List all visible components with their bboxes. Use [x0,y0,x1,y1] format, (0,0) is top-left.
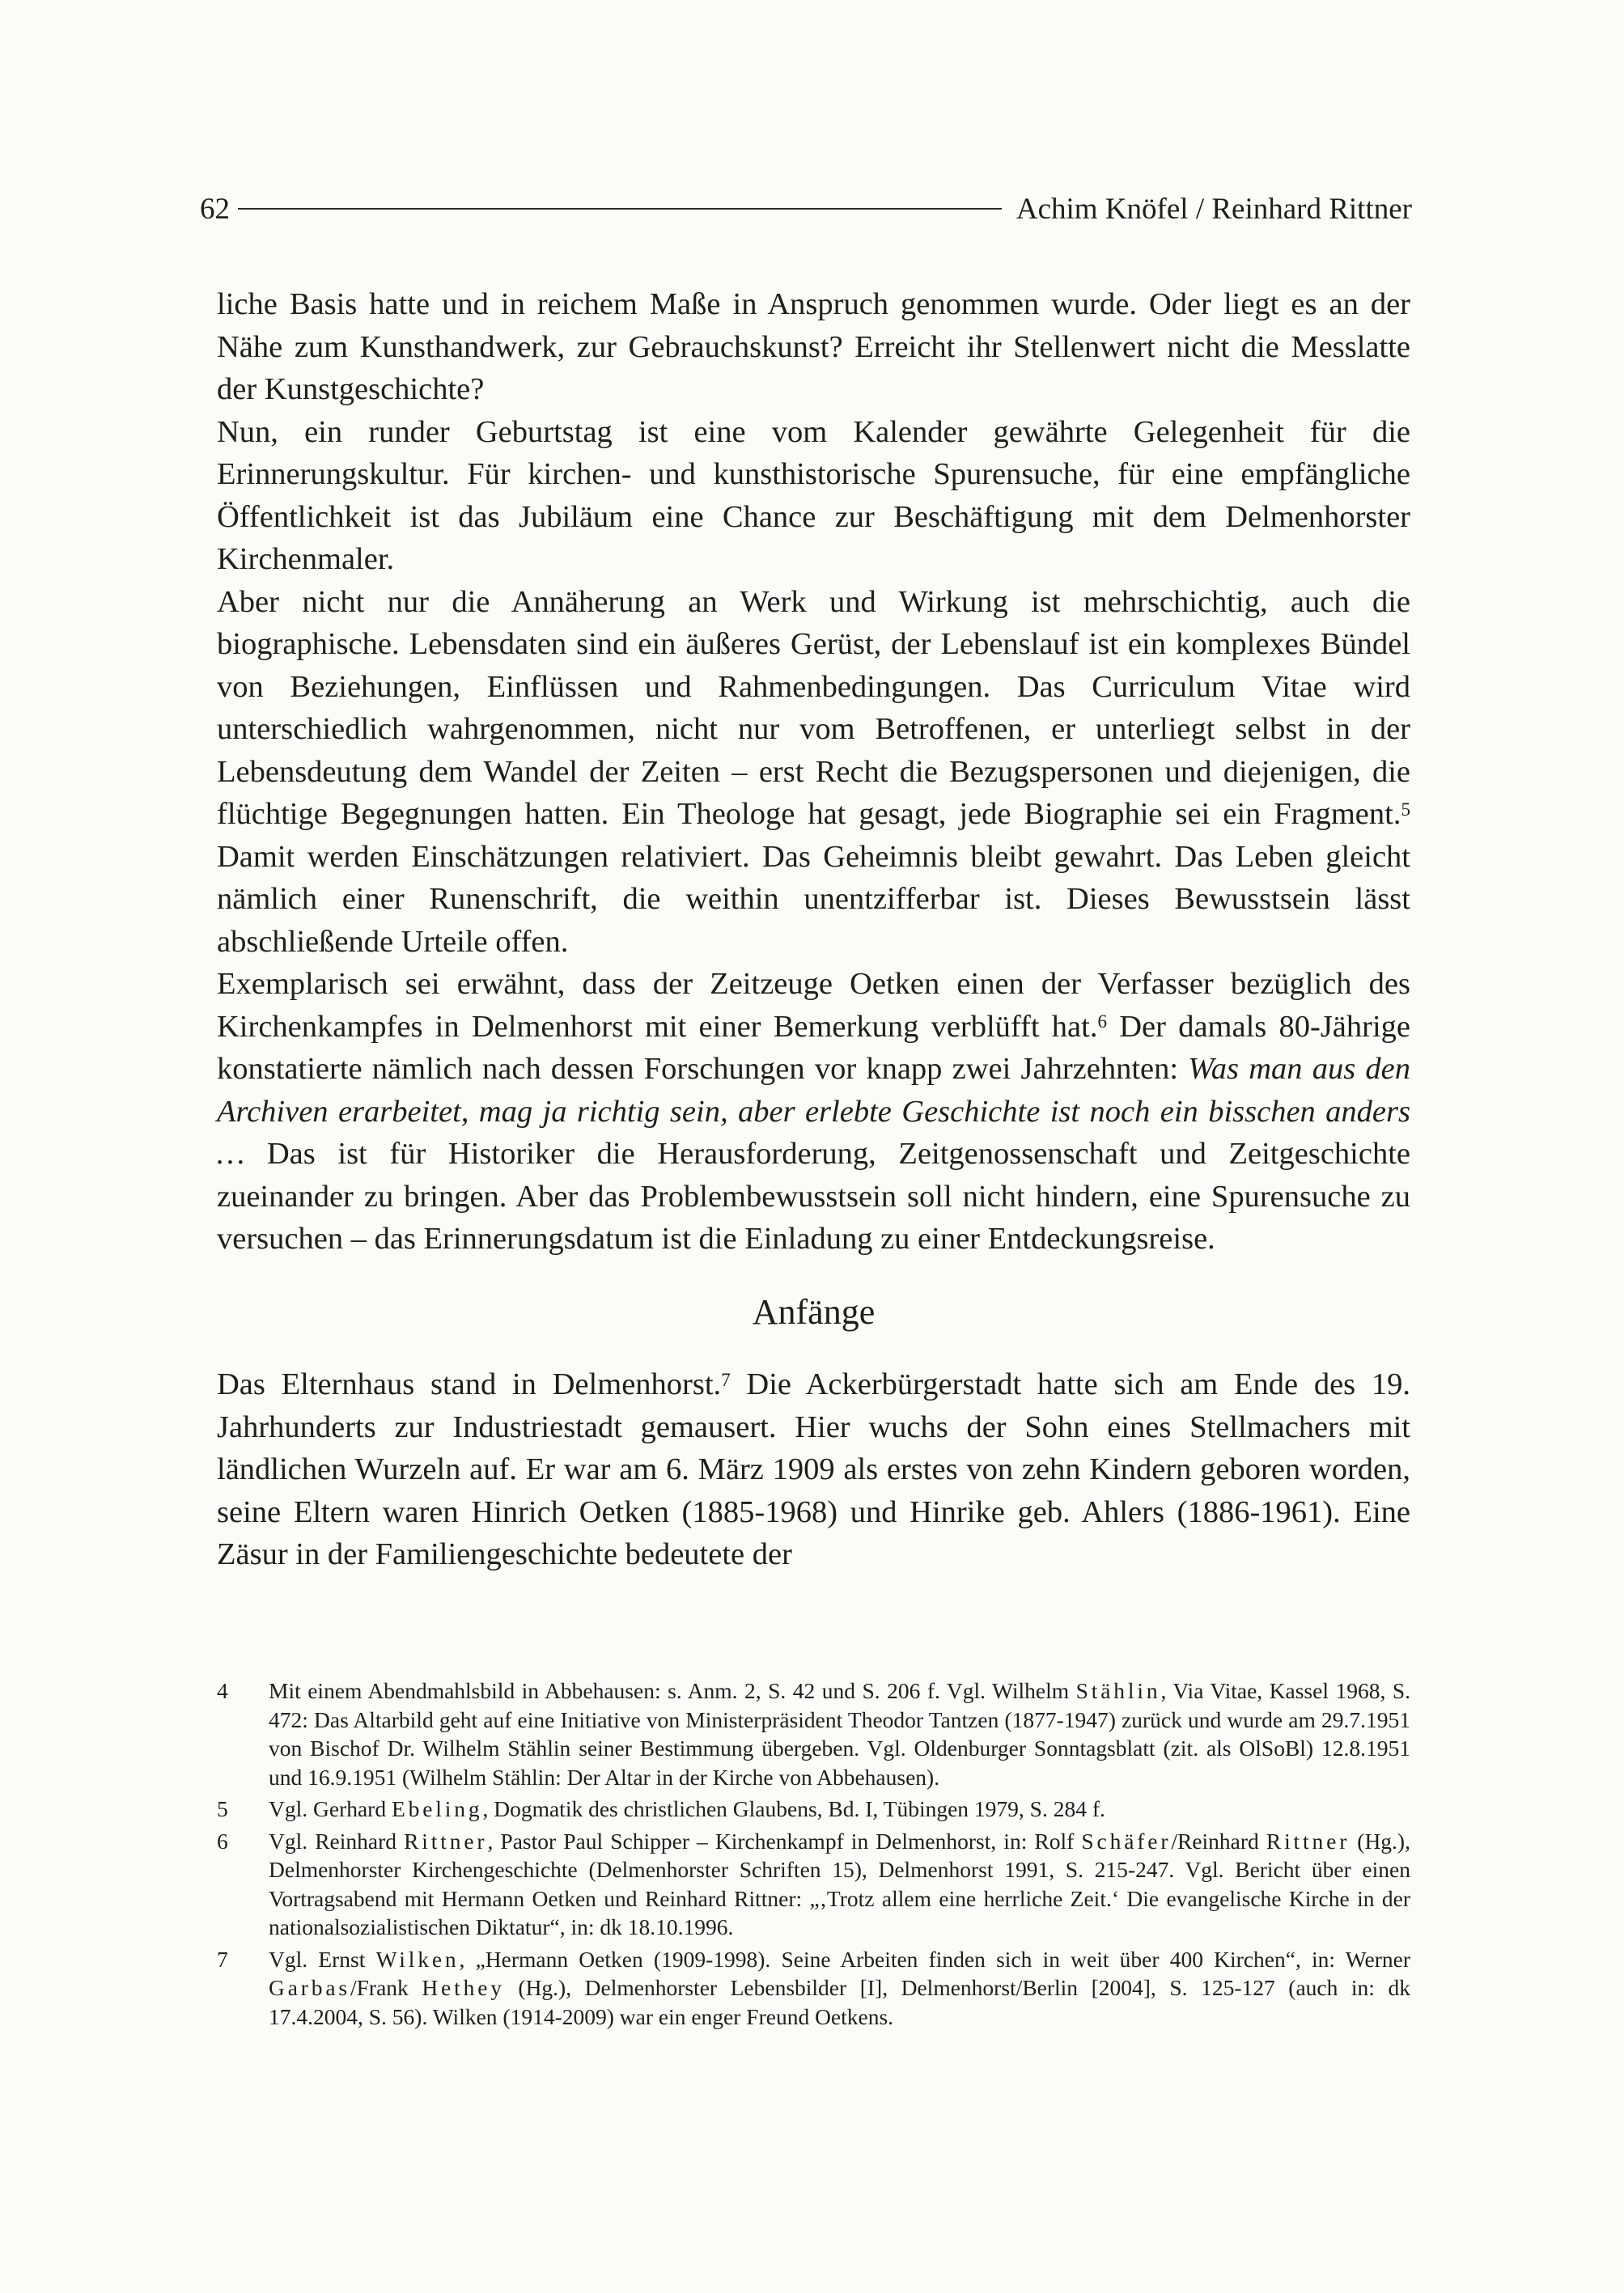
footnote-6 [217,1827,1410,1942]
footnote-5 [217,1795,1410,1824]
footnote-4 [217,1676,1410,1791]
page-number: 62 [200,192,230,226]
header-authors: Achim Knöfel / Reinhard Rittner [1016,192,1412,226]
section-heading: Anfänge [752,1292,876,1332]
footnote-number: 6 [217,1828,228,1854]
main-text [217,283,1410,1261]
footnote-text: Vgl. Reinhard Rittner, Pastor Paul Schipper – Kirchenkampf in Delmenhorst, in: Rolf Schäfer/Reinhard Rittner (Hg.), Delmenhorster Kirchengeschichte (Delmenhorster Schriften 15), Delmenhorst 1991, S. 215-247. Vgl. Bericht über einen Vortragsabend mit Hermann Oetken und Reinhard Rittner: „‚Trotz allem eine herrliche Zeit.‘ Die evangelische Kirche in der nationalsozialistischen Diktatur“, in: dk 18.10.1996. [269,1828,1410,1939]
header-rule [238,208,1002,210]
footnote-text: Mit einem Abendmahlsbild in Abbehausen: s. Anm. 2, S. 42 und S. 206 f. Vgl. Wilhelm Stählin, Via Vitae, Kassel 1968, S. 472: Das Altarbild geht auf eine Initiative von Ministerpräsident Theodor Tantzen (1877-1947) zurück und wurde am 29.7.1951 von Bischof Dr. Wilhelm Stählin seiner Bestimmung übergeben. Vgl. Oldenburger Sonntagsblatt (zit. als OlSoBl) 12.8.1951 und 16.9.1951 (Wilhelm Stählin: Der Altar in der Kirche von Abbehausen). [269,1678,1410,1790]
paragraph: Exemplarisch sei erwähnt, dass der Zeitzeuge Oetken einen der Verfasser bezüglich des Kirchenkampfes in Delmenhorst mit einer Bemerkung verblüfft hat.$^6$ Der damals 80-Jährige konstatierte nämlich nach dessen Forschungen vor knapp zwei Jahrzehnten: Was man aus den Archiven erarbeitet, mag ja richtig sein, aber erlebte Geschichte ist noch ein bisschen anders … Das ist für Historiker die Herausforderung, Zeitgenossenschaft und Zeitgeschichte zueinander zu bringen. Aber das Problembewusstsein soll nicht hindern, eine Spurensuche zu versuchen – das Erinnerungsdatum ist die Einladung zu einer Entdeckungsreise. [217,967,1410,1256]
main-text-section [217,1363,1410,1576]
footnote-ref[interactable]: 6 [1097,1011,1108,1032]
footnote-text: Vgl. Ernst Wilken, „Hermann Oetken (1909-1998). Seine Arbeiten finden sich in weit über 400 Kirchen“, in: Werner Garbas/Frank Hethey (Hg.), Delmenhorster Lebensbilder [I], Delmenhorst/Berlin [2004], S. 125-127 (auch in: dk 17.4.2004, S. 56). Wilken (1914-2009) war ein enger Freund Oetkens. [269,1946,1410,2029]
paragraph: liche Basis hatte und in reichem Maße in Anspruch genommen wurde. Oder liegt es an der Nähe zum Kunsthandwerk, zur Gebrauchskunst? Erreicht ihr Stellenwert nicht die Messlatte der Kunstgeschichte? [217,287,1410,406]
footnote-text: Vgl. Gerhard Ebeling, Dogmatik des christlichen Glaubens, Bd. I, Tübingen 1979, S. 284 f. [269,1796,1105,1821]
footnote-number: 7 [217,1946,228,1972]
paragraph: Nun, ein runder Geburtstag ist eine vom Kalender gewährte Gelegenheit für die Erinnerungskultur. Für kirchen- und kunsthistorische Spurensuche, für eine empfängliche Öffentlichkeit ist das Jubiläum eine Chance zur Beschäftigung mit dem Delmenhorster Kirchenmaler. [217,414,1410,576]
paragraph: Das Elternhaus stand in Delmenhorst.$^7$ Die Ackerbürgerstadt hatte sich am Ende des 19. Jahrhunderts zur Industriestadt gemausert. Hier wuchs der Sohn eines Stellmachers mit ländlichen Wurzeln auf. Er war am 6. März 1909 als erstes von zehn Kindern geboren worden, seine Eltern waren Hinrich Oetken (1885-1968) und Hinrike geb. Ahlers (1886-1961). Eine Zäsur in der Familiengeschichte bedeutete der [217,1367,1410,1571]
paragraph: Aber nicht nur die Annäherung an Werk und Wirkung ist mehrschichtig, auch die biographische. Lebensdaten sind ein äußeres Gerüst, der Lebenslauf ist ein komplexes Bündel von Beziehungen, Einflüssen und Rahmenbedingungen. Das Curriculum Vitae wird unterschiedlich wahrgenommen, nicht nur vom Betroffenen, er unterliegt selbst in der Lebensdeutung dem Wandel der Zeiten – erst Recht die Bezugspersonen und diejenigen, die flüchtige Begegnungen hatten. Ein Theologe hat gesagt, jede Biographie sei ein Fragment.$^5$ Damit werden Einschätzungen relativiert. Das Geheimnis bleibt gewahrt. Das Leben gleicht nämlich einer Runenschrift, die weithin unentzifferbar ist. Dieses Bewusstsein lässt abschließende Urteile offen. [217,584,1410,959]
running-header [200,184,1412,233]
footnotes [217,1676,1410,2034]
footnote-ref[interactable]: 7 [721,1368,731,1390]
footnote-number: 5 [217,1796,228,1821]
footnote-ref[interactable]: 5 [1401,798,1410,820]
quotation: Was man aus den Archiven erarbeitet, mag ja richtig sein, aber erlebte Geschichte ist noch ein bisschen anders … [217,1052,1410,1171]
footnote-7 [217,1945,1410,2032]
footnote-number: 4 [217,1678,228,1703]
